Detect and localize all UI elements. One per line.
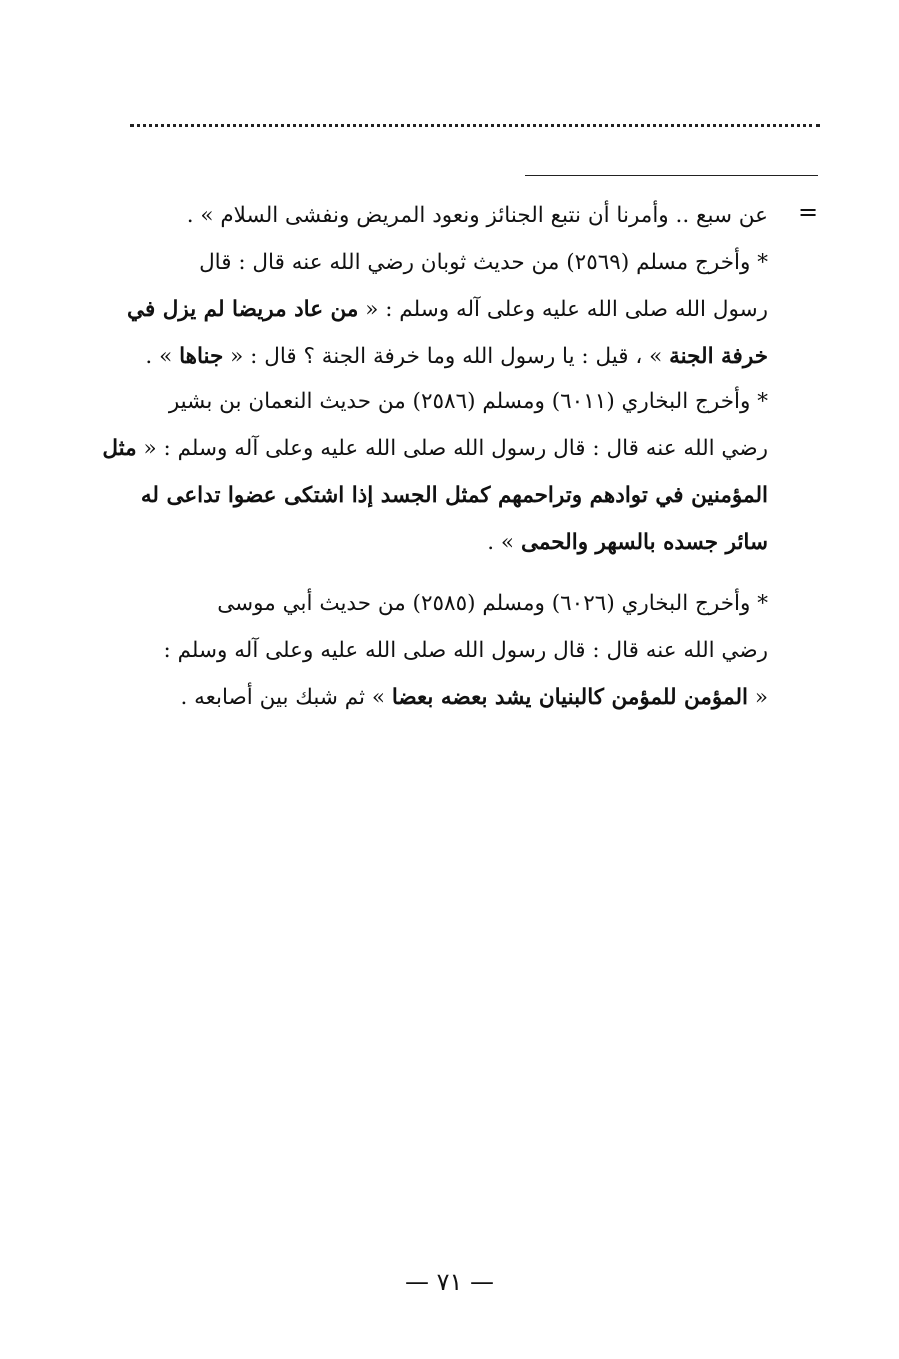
text-line — [118, 239, 768, 286]
text-line — [118, 674, 768, 721]
text-line — [118, 580, 768, 627]
text-segment: « — [748, 685, 768, 710]
hadith-text-bold: مثل — [102, 436, 137, 461]
text-segment: » . — [487, 530, 521, 555]
hadith-text-bold: خرفة الجنة — [669, 344, 768, 369]
hadith-text-bold: سائر جسده بالسهر والحمى — [520, 530, 768, 555]
hadith-text-bold: جناها — [179, 344, 224, 369]
text-segment: » . — [145, 344, 180, 369]
hadith-text-bold: المؤمنين في توادهم وتراحمهم كمثل الجسد إذا اشتكى عضوا تداعى له — [140, 483, 768, 508]
text-segment: » ثم شبك بين أصابعه . — [180, 685, 392, 710]
text-segment: * وأخرج البخاري (٦٠٢٦) ومسلم (٢٥٨٥) من حديث أبي موسى — [217, 591, 768, 616]
text-line — [118, 192, 768, 239]
text-line — [118, 333, 768, 380]
footnote-paragraph-1 — [118, 192, 768, 380]
text-line — [118, 519, 768, 566]
text-segment: * وأخرج مسلم (٢٥٦٩) من حديث ثوبان رضي الله عنه قال : قال — [199, 250, 768, 275]
footnote-paragraph-2 — [102, 378, 768, 566]
text-line — [118, 627, 768, 674]
text-line — [102, 425, 768, 472]
text-segment: » ، قيل : يا رسول الله وما خرفة الجنة ؟ قال : « — [223, 344, 670, 369]
page-number: — ٧١ — — [404, 1268, 495, 1296]
footnote-paragraph-3 — [118, 580, 768, 721]
header-dotted-separator — [130, 124, 820, 127]
text-line — [118, 286, 768, 333]
hadith-text-bold: المؤمن للمؤمن كالبنيان يشد بعضه بعضا — [391, 685, 748, 710]
text-segment: رضي الله عنه قال : قال رسول الله صلى الله عليه وعلى آله وسلم : — [163, 638, 768, 663]
text-segment: عن سبع .. وأمرنا أن نتبع الجنائز ونعود المريض ونفشى السلام » . — [186, 203, 768, 228]
text-segment: رضي الله عنه قال : قال رسول الله صلى الله عليه وعلى آله وسلم : « — [136, 436, 768, 461]
hadith-text-bold: من عاد مريضا لم يزل في — [127, 297, 359, 322]
text-segment: * وأخرج البخاري (٦٠١١) ومسلم (٢٥٨٦) من حديث النعمان بن بشير — [168, 389, 768, 414]
continuation-mark: = — [798, 198, 819, 226]
text-line — [118, 472, 768, 519]
text-line — [118, 378, 768, 425]
footnote-separator-line — [525, 175, 818, 176]
text-segment: رسول الله صلى الله عليه وعلى آله وسلم : « — [358, 297, 768, 322]
